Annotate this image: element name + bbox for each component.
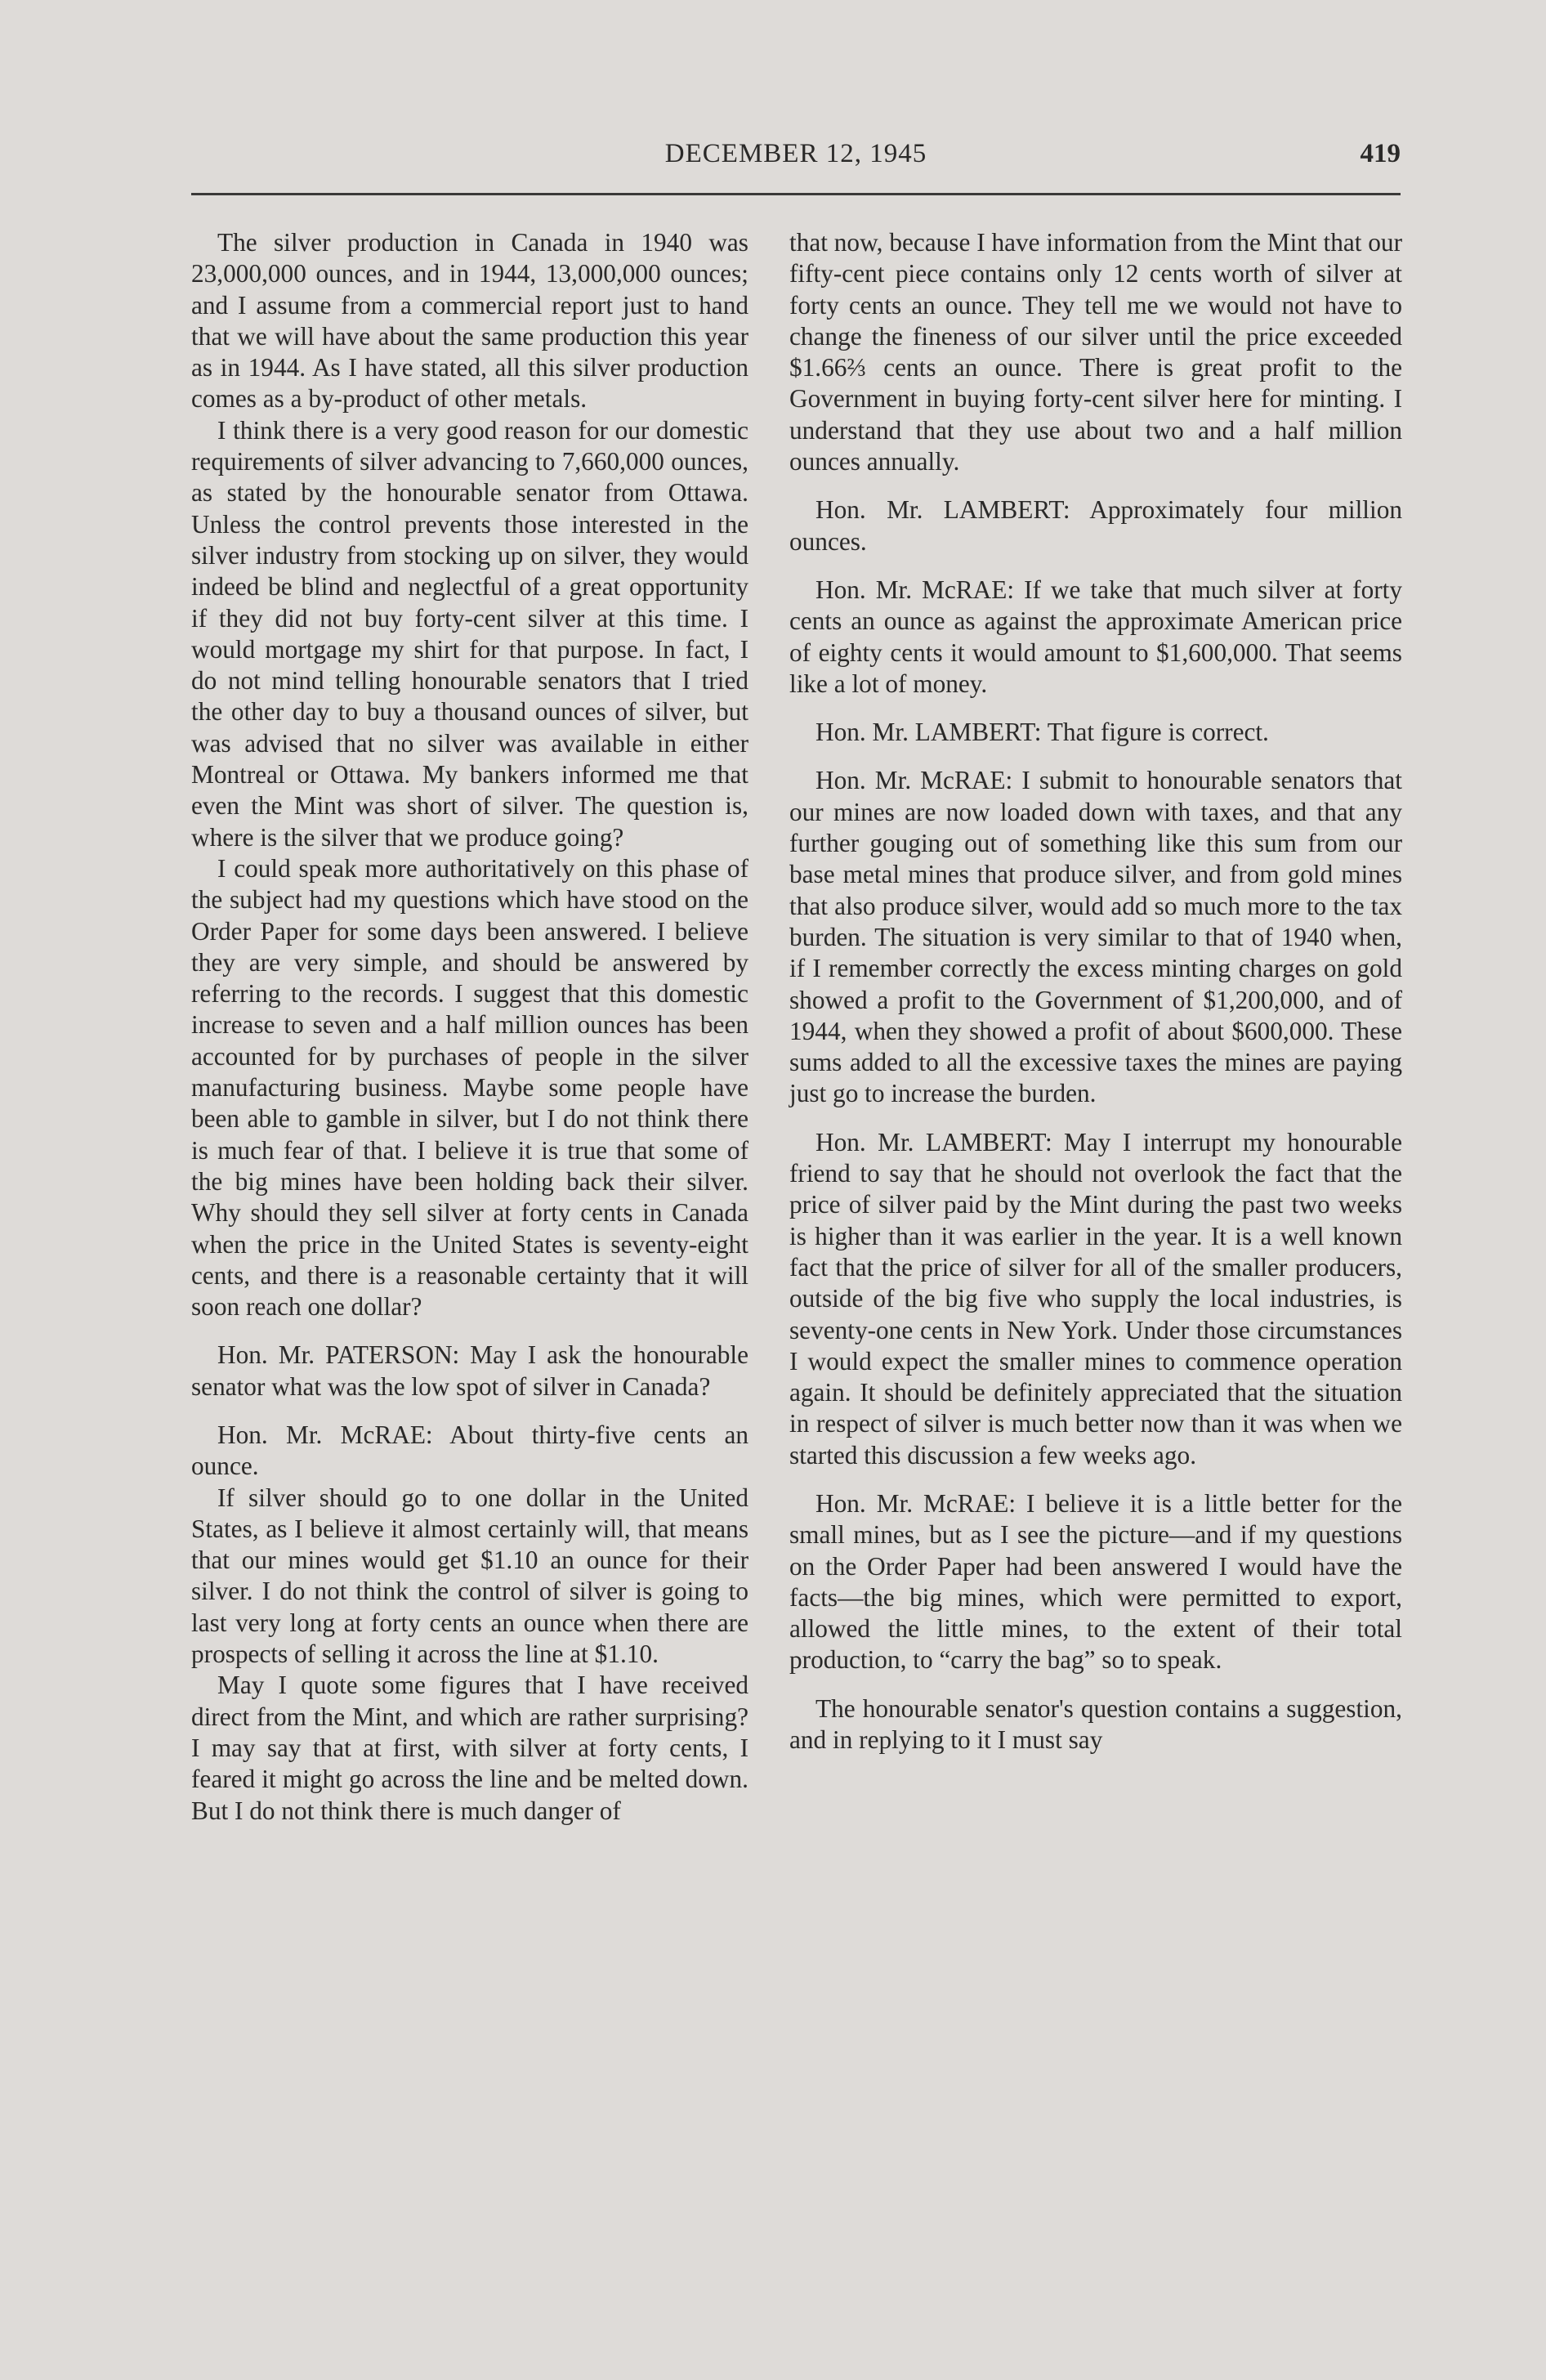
paragraph: The honourable senator's question contains a suggestion, and in replying to it I must say <box>789 1693 1402 1755</box>
left-column <box>191 227 748 1827</box>
paragraph: I think there is a very good reason for our domestic requirements of silver advancing to 7,660,000 ounces, as stated by the honourable senator from Ottawa. Unless the control prevents those interested in the silver industry from stocking up on silver, they would indeed be blind and neglectful of a great opportunity if they did not buy forty-cent silver at this time. I would mortgage my shirt for that purpose. In fact, I do not mind telling honourable senators that I tried the other day to buy a thousand ounces of silver, but was advised that no silver was available in either Montreal or Ottawa. My bankers informed me that even the Mint was short of silver. The question is, where is the silver that we produce going? <box>191 415 748 852</box>
paragraph: The silver production in Canada in 1940 was 23,000,000 ounces, and in 1944, 13,000,000 ounces; and I assume from a commercial report just to hand that we will have about the same production this year as in 1944. As I have stated, all this silver production comes as a by-product of other metals. <box>191 228 748 414</box>
header-rule <box>191 193 1401 195</box>
paragraph: Hon. Mr. McRAE: I believe it is a little better for the small mines, but as I see the picture—and if my questions on the Order Paper had been answered I would have the facts—the big mines, which were permitted to export, allowed the little mines, to the extent of their total production, to “carry the bag” so to speak. <box>789 1488 1402 1675</box>
paragraph: I could speak more authoritatively on this phase of the subject had my questions which have stood on the Order Paper for some days been answered. I believe they are very simple, and should be answered by referring to the records. I suggest that this domestic increase to seven and a half million ounces has been accounted for by purchases of people in the silver manufacturing business. Maybe some people have been able to gamble in silver, but I do not think there is much fear of that. I believe it is true that some of the big mines have been holding back their silver. Why should they sell silver at forty cents in Canada when the price in the United States is seventy-eight cents, and there is a reasonable certainty that it will soon reach one dollar? <box>191 853 748 1322</box>
paragraph: Hon. Mr. LAMBERT: May I interrupt my honourable friend to say that he should not overlook the fact that the price of silver paid by the Mint during the past two weeks is higher than it was earlier in the year. It is a well known fact that the price of silver for all of the smaller producers, outside of the big five who supply the local industries, is seventy-one cents in New York. Under those circumstances I would expect the smaller mines to commence operation again. It should be definitely appreciated that the situation in respect of silver is much better now than it was when we started this discussion a few weeks ago. <box>789 1127 1402 1470</box>
page-number: 419 <box>1360 139 1401 168</box>
paragraph: Hon. Mr. LAMBERT: Approximately four million ounces. <box>789 495 1402 556</box>
header-date: DECEMBER 12, 1945 <box>664 139 927 168</box>
paragraph: Hon. Mr. McRAE: I submit to honourable senators that our mines are now loaded down with taxes, and that any further gouging out of something like this sum from our base metal mines that produce silver, and from gold mines that also produce silver, would add so much more to the tax burden. The situation is very similar to that of 1940 when, if I remember correctly the excess minting charges on gold showed a profit to the Government of $1,200,000, and of 1944, when they showed a profit of about $600,000. These sums added to all the excessive taxes the mines are paying just go to increase the burden. <box>789 766 1402 1108</box>
paragraph: Hon. Mr. LAMBERT: That figure is correct. <box>815 718 1269 747</box>
page-header <box>191 123 1401 180</box>
right-column <box>789 227 1402 1756</box>
paragraph: Hon. Mr. McRAE: If we take that much silver at forty cents an ounce as against the approximate American price of eighty cents it would amount to $1,600,000. That seems like a lot of money. <box>789 575 1402 698</box>
paragraph: Hon. Mr. PATERSON: May I ask the honourable senator what was the low spot of silver in Canada? <box>191 1340 748 1401</box>
paragraph: Hon. Mr. McRAE: About thirty-five cents an ounce. <box>191 1420 748 1481</box>
paragraph: If silver should go to one dollar in the United States, as I believe it almost certainly will, that means that our mines would get $1.10 an ounce for their silver. I do not think the control of silver is going to last very long at forty cents an ounce when there are prospects of selling it across the line at $1.10. <box>191 1483 748 1669</box>
paragraph: that now, because I have information from the Mint that our fifty-cent piece contains only 12 cents worth of silver at forty cents an ounce. They tell me we would not have to change the fineness of our silver until the price exceeded $1.66⅔ cents an ounce. There is great profit to the Government in buying forty-cent silver here for minting. I understand that they use about two and a half million ounces annually. <box>789 228 1402 476</box>
paragraph: May I quote some figures that I have received direct from the Mint, and which are rather surprising? I may say that at first, with silver at forty cents, I feared it might go across the line and be melted down. But I do not think there is much danger of <box>191 1671 748 1825</box>
